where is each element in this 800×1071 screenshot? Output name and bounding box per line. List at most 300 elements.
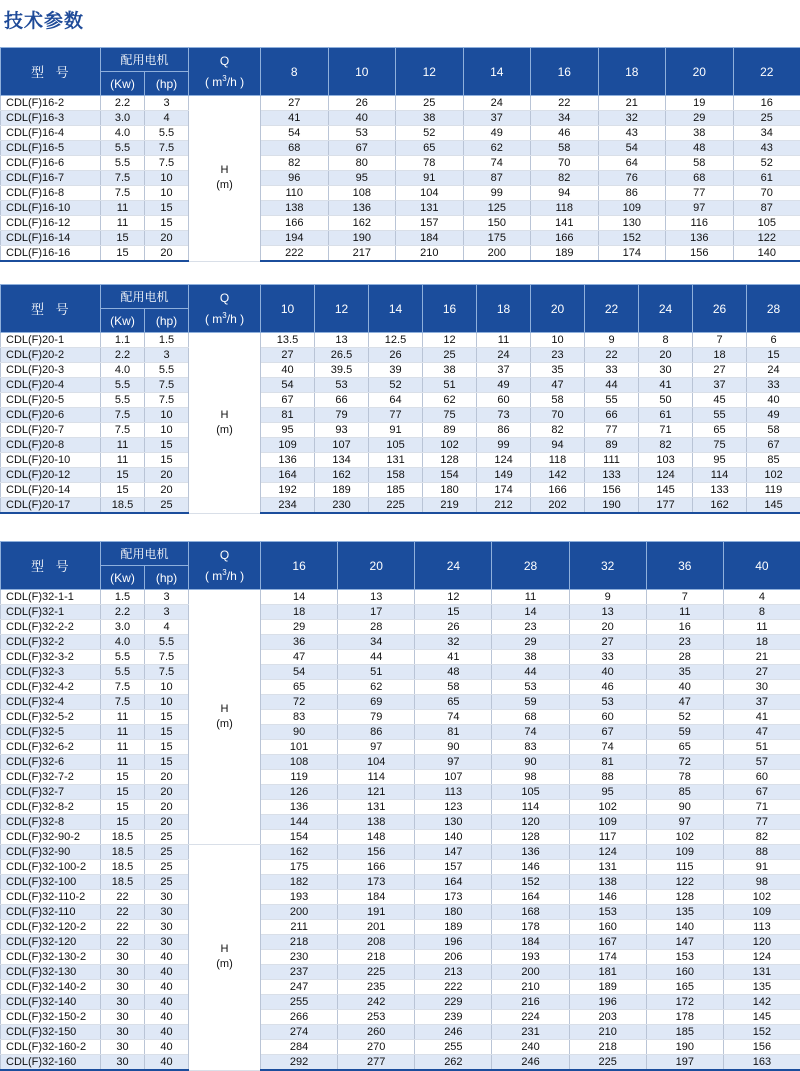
- table-row: [1, 231, 800, 246]
- head-value-cell: 157: [415, 860, 492, 875]
- hp-cell: 40: [145, 965, 189, 980]
- flow-column-header: 36: [646, 542, 723, 590]
- head-value-cell: 38: [423, 363, 477, 378]
- head-value-cell: 166: [261, 216, 329, 231]
- head-value-cell: 65: [693, 423, 747, 438]
- head-value-cell: 130: [598, 216, 666, 231]
- hp-cell: 5.5: [145, 126, 189, 141]
- head-value-cell: 28: [646, 650, 723, 665]
- head-value-cell: 190: [646, 1040, 723, 1055]
- head-value-cell: 27: [261, 348, 315, 363]
- model-cell: CDL(F)20-8: [1, 438, 101, 453]
- head-value-cell: 124: [477, 453, 531, 468]
- hp-cell: 30: [145, 890, 189, 905]
- head-value-cell: 25: [733, 111, 800, 126]
- head-value-cell: 67: [747, 438, 800, 453]
- head-value-cell: 180: [415, 905, 492, 920]
- head-value-cell: 33: [569, 650, 646, 665]
- page-title: 技术参数: [4, 6, 84, 33]
- hp-cell: 25: [145, 860, 189, 875]
- head-value-cell: 40: [747, 393, 800, 408]
- model-cell: CDL(F)32-2: [1, 635, 101, 650]
- head-value-cell: 181: [569, 965, 646, 980]
- head-value-cell: 23: [492, 620, 569, 635]
- table-row: [1, 201, 800, 216]
- head-value-cell: 154: [261, 830, 338, 845]
- head-value-cell: 26: [415, 620, 492, 635]
- head-value-cell: 145: [723, 1010, 800, 1025]
- head-value-cell: 81: [261, 408, 315, 423]
- head-value-cell: 253: [338, 1010, 415, 1025]
- head-value-cell: 93: [315, 423, 369, 438]
- spec-table-cdl20: [0, 284, 800, 514]
- head-value-cell: 145: [639, 483, 693, 498]
- head-value-cell: 13.5: [261, 333, 315, 348]
- head-value-cell: 136: [328, 201, 396, 216]
- head-value-cell: 67: [261, 393, 315, 408]
- head-value-cell: 152: [598, 231, 666, 246]
- table-row: [1, 363, 800, 378]
- head-value-cell: 83: [492, 740, 569, 755]
- head-value-cell: 193: [492, 950, 569, 965]
- table-row: [1, 453, 800, 468]
- table-row: [1, 246, 800, 262]
- head-value-cell: 102: [423, 438, 477, 453]
- head-value-cell: 14: [261, 590, 338, 605]
- head-value-cell: 196: [415, 935, 492, 950]
- head-value-cell: 156: [723, 1040, 800, 1055]
- hp-cell: 30: [145, 920, 189, 935]
- head-value-cell: 52: [646, 710, 723, 725]
- model-header: 型 号: [1, 542, 101, 590]
- table-row: [1, 498, 800, 514]
- head-value-cell: 72: [646, 755, 723, 770]
- table-row: [1, 785, 800, 800]
- model-cell: CDL(F)32-1-1: [1, 590, 101, 605]
- head-value-cell: 128: [492, 830, 569, 845]
- head-value-cell: 202: [531, 498, 585, 514]
- head-value-cell: 175: [463, 231, 531, 246]
- hp-cell: 10: [145, 171, 189, 186]
- head-value-cell: 61: [639, 408, 693, 423]
- head-value-cell: 131: [396, 201, 464, 216]
- flow-header: [189, 285, 261, 333]
- head-value-cell: 146: [492, 860, 569, 875]
- head-value-cell: 38: [666, 126, 734, 141]
- head-value-cell: 49: [477, 378, 531, 393]
- head-value-cell: 32: [415, 635, 492, 650]
- head-value-cell: 87: [733, 201, 800, 216]
- kw-header: (Kw): [101, 72, 145, 96]
- model-cell: CDL(F)20-12: [1, 468, 101, 483]
- head-value-cell: 210: [492, 980, 569, 995]
- head-value-cell: 60: [569, 710, 646, 725]
- head-value-cell: 74: [463, 156, 531, 171]
- hp-cell: 25: [145, 875, 189, 890]
- head-value-cell: 17: [338, 605, 415, 620]
- head-value-cell: 218: [569, 1040, 646, 1055]
- head-value-cell: 208: [338, 935, 415, 950]
- head-value-cell: 91: [396, 171, 464, 186]
- model-cell: CDL(F)32-140: [1, 995, 101, 1010]
- kw-cell: 5.5: [101, 393, 145, 408]
- head-value-cell: 95: [569, 785, 646, 800]
- head-value-cell: 44: [338, 650, 415, 665]
- model-cell: CDL(F)32-5-2: [1, 710, 101, 725]
- table-row: [1, 875, 800, 890]
- table-row: [1, 770, 800, 785]
- flow-column-header: 8: [261, 48, 329, 96]
- hp-cell: 3: [145, 96, 189, 111]
- head-value-cell: 68: [666, 171, 734, 186]
- head-value-cell: 144: [261, 815, 338, 830]
- head-value-cell: 277: [338, 1055, 415, 1071]
- head-value-cell: 52: [369, 378, 423, 393]
- hp-cell: 1.5: [145, 333, 189, 348]
- model-cell: CDL(F)32-120-2: [1, 920, 101, 935]
- head-value-cell: 102: [747, 468, 800, 483]
- head-value-cell: 120: [492, 815, 569, 830]
- kw-cell: 18.5: [101, 845, 145, 860]
- head-value-cell: 168: [492, 905, 569, 920]
- head-value-cell: 24: [747, 363, 800, 378]
- head-value-cell: 11: [646, 605, 723, 620]
- head-value-cell: 196: [569, 995, 646, 1010]
- hp-cell: 10: [145, 680, 189, 695]
- table-body: [1, 333, 800, 514]
- head-value-cell: 121: [338, 785, 415, 800]
- head-value-cell: 83: [261, 710, 338, 725]
- head-value-cell: 26.5: [315, 348, 369, 363]
- kw-cell: 5.5: [101, 141, 145, 156]
- head-value-cell: 27: [261, 96, 329, 111]
- head-value-cell: 218: [261, 935, 338, 950]
- head-value-cell: 126: [261, 785, 338, 800]
- model-cell: CDL(F)20-2: [1, 348, 101, 363]
- table-row: [1, 393, 800, 408]
- table-row: [1, 1025, 800, 1040]
- head-value-cell: 133: [585, 468, 639, 483]
- flow-unit: ( m: [205, 75, 222, 89]
- head-value-cell: 180: [423, 483, 477, 498]
- head-value-cell: 12.5: [369, 333, 423, 348]
- head-value-cell: 79: [338, 710, 415, 725]
- head-value-cell: 58: [415, 680, 492, 695]
- head-value-cell: 108: [328, 186, 396, 201]
- model-cell: CDL(F)20-1: [1, 333, 101, 348]
- model-cell: CDL(F)32-150: [1, 1025, 101, 1040]
- head-value-cell: 7: [693, 333, 747, 348]
- head-value-cell: 82: [531, 171, 599, 186]
- head-value-cell: 156: [585, 483, 639, 498]
- model-cell: CDL(F)32-8: [1, 815, 101, 830]
- hp-cell: 40: [145, 950, 189, 965]
- hp-cell: 15: [145, 755, 189, 770]
- head-value-cell: 141: [531, 216, 599, 231]
- kw-cell: 15: [101, 483, 145, 498]
- head-value-cell: 41: [639, 378, 693, 393]
- table-row: [1, 408, 800, 423]
- head-value-cell: 61: [733, 171, 800, 186]
- head-value-cell: 225: [569, 1055, 646, 1071]
- table-row: [1, 1010, 800, 1025]
- head-value-cell: 99: [477, 438, 531, 453]
- head-value-cell: 193: [261, 890, 338, 905]
- kw-cell: 4.0: [101, 126, 145, 141]
- head-value-cell: 57: [723, 755, 800, 770]
- flow-column-header: 14: [463, 48, 531, 96]
- head-value-cell: 58: [747, 423, 800, 438]
- head-value-cell: 131: [338, 800, 415, 815]
- head-value-cell: 87: [463, 171, 531, 186]
- table-row: [1, 1055, 800, 1071]
- flow-column-header: 22: [733, 48, 800, 96]
- head-value-cell: 82: [723, 830, 800, 845]
- model-cell: CDL(F)16-4: [1, 126, 101, 141]
- head-value-cell: 156: [666, 246, 734, 262]
- head-value-cell: 29: [492, 635, 569, 650]
- table-header: [1, 48, 800, 96]
- head-value-cell: 194: [261, 231, 329, 246]
- head-value-cell: 16: [733, 96, 800, 111]
- model-cell: CDL(F)32-160-2: [1, 1040, 101, 1055]
- table-row: [1, 111, 800, 126]
- head-value-cell: 16: [646, 620, 723, 635]
- head-value-cell: 41: [261, 111, 329, 126]
- model-cell: CDL(F)32-160: [1, 1055, 101, 1071]
- spec-table-cdl16: [0, 47, 800, 262]
- table-row: [1, 905, 800, 920]
- head-value-cell: 23: [531, 348, 585, 363]
- head-value-cell: 152: [492, 875, 569, 890]
- kw-cell: 15: [101, 468, 145, 483]
- head-value-cell: 136: [492, 845, 569, 860]
- flow-column-header: 20: [338, 542, 415, 590]
- flow-column-header: 16: [261, 542, 338, 590]
- model-cell: CDL(F)32-2-2: [1, 620, 101, 635]
- head-value-cell: 105: [733, 216, 800, 231]
- hp-cell: 4: [145, 620, 189, 635]
- kw-cell: 18.5: [101, 830, 145, 845]
- head-value-cell: 240: [492, 1040, 569, 1055]
- head-value-cell: 96: [261, 171, 329, 186]
- flow-column-header: 40: [723, 542, 800, 590]
- table-header: [1, 285, 800, 333]
- kw-cell: 15: [101, 246, 145, 262]
- table-row: [1, 860, 800, 875]
- head-value-cell: 184: [338, 890, 415, 905]
- head-value-cell: 231: [492, 1025, 569, 1040]
- head-value-cell: 200: [261, 905, 338, 920]
- head-value-cell: 206: [415, 950, 492, 965]
- head-value-cell: 95: [261, 423, 315, 438]
- model-cell: CDL(F)32-100: [1, 875, 101, 890]
- head-value-cell: 162: [328, 216, 396, 231]
- head-value-cell: 225: [338, 965, 415, 980]
- head-value-cell: 77: [666, 186, 734, 201]
- model-cell: CDL(F)32-5: [1, 725, 101, 740]
- kw-cell: 11: [101, 216, 145, 231]
- head-value-cell: 18: [261, 605, 338, 620]
- head-value-cell: 174: [569, 950, 646, 965]
- kw-cell: 5.5: [101, 156, 145, 171]
- kw-cell: 4.0: [101, 635, 145, 650]
- hp-header: (hp): [145, 72, 189, 96]
- kw-cell: 30: [101, 950, 145, 965]
- hp-cell: 20: [145, 483, 189, 498]
- head-value-cell: 138: [569, 875, 646, 890]
- table-row: [1, 216, 800, 231]
- kw-cell: 11: [101, 453, 145, 468]
- head-value-cell: 260: [338, 1025, 415, 1040]
- head-value-cell: 9: [569, 590, 646, 605]
- head-value-cell: 37: [693, 378, 747, 393]
- head-value-cell: 167: [569, 935, 646, 950]
- head-value-cell: 136: [261, 453, 315, 468]
- head-value-cell: 103: [639, 453, 693, 468]
- model-cell: CDL(F)32-150-2: [1, 1010, 101, 1025]
- flow-column-header: 28: [747, 285, 800, 333]
- model-cell: CDL(F)32-4: [1, 695, 101, 710]
- model-cell: CDL(F)20-14: [1, 483, 101, 498]
- head-value-cell: 210: [569, 1025, 646, 1040]
- table-row: [1, 755, 800, 770]
- hp-cell: 15: [145, 201, 189, 216]
- head-value-cell: 74: [415, 710, 492, 725]
- table-row: [1, 635, 800, 650]
- head-value-cell: 118: [531, 453, 585, 468]
- head-label-cell: [189, 96, 261, 262]
- head-value-cell: 218: [338, 950, 415, 965]
- head-value-cell: 30: [723, 680, 800, 695]
- head-value-cell: 105: [492, 785, 569, 800]
- flow-column-header: 28: [492, 542, 569, 590]
- hp-cell: 7.5: [145, 141, 189, 156]
- table-row: [1, 423, 800, 438]
- model-cell: CDL(F)32-7-2: [1, 770, 101, 785]
- kw-cell: 3.0: [101, 111, 145, 126]
- head-value-cell: 142: [531, 468, 585, 483]
- head-value-cell: 64: [369, 393, 423, 408]
- head-value-cell: 62: [463, 141, 531, 156]
- kw-cell: 7.5: [101, 408, 145, 423]
- head-value-cell: 77: [369, 408, 423, 423]
- head-value-cell: 190: [328, 231, 396, 246]
- head-letter: H: [221, 703, 229, 715]
- flow-column-header: 14: [369, 285, 423, 333]
- head-value-cell: 225: [369, 498, 423, 514]
- kw-cell: 15: [101, 785, 145, 800]
- head-value-cell: 153: [569, 905, 646, 920]
- hp-cell: 20: [145, 800, 189, 815]
- kw-cell: 7.5: [101, 695, 145, 710]
- head-value-cell: 242: [338, 995, 415, 1010]
- head-value-cell: 11: [477, 333, 531, 348]
- kw-cell: 2.2: [101, 605, 145, 620]
- head-value-cell: 91: [369, 423, 423, 438]
- head-value-cell: 217: [328, 246, 396, 262]
- head-value-cell: 55: [693, 408, 747, 423]
- head-value-cell: 189: [415, 920, 492, 935]
- model-cell: CDL(F)20-10: [1, 453, 101, 468]
- head-value-cell: 234: [261, 498, 315, 514]
- kw-cell: 1.5: [101, 590, 145, 605]
- head-value-cell: 74: [492, 725, 569, 740]
- head-value-cell: 101: [261, 740, 338, 755]
- head-value-cell: 113: [723, 920, 800, 935]
- kw-cell: 7.5: [101, 423, 145, 438]
- head-value-cell: 53: [492, 680, 569, 695]
- flow-column-header: 16: [423, 285, 477, 333]
- head-value-cell: 37: [723, 695, 800, 710]
- head-value-cell: 40: [261, 363, 315, 378]
- flow-unit: ( m: [205, 569, 222, 583]
- head-value-cell: 107: [315, 438, 369, 453]
- head-value-cell: 162: [261, 845, 338, 860]
- head-value-cell: 185: [369, 483, 423, 498]
- head-value-cell: 133: [693, 483, 747, 498]
- head-value-cell: 109: [261, 438, 315, 453]
- hp-cell: 15: [145, 216, 189, 231]
- head-value-cell: 25: [423, 348, 477, 363]
- head-unit: (m): [216, 424, 233, 436]
- head-value-cell: 35: [531, 363, 585, 378]
- head-value-cell: 67: [328, 141, 396, 156]
- hp-cell: 7.5: [145, 156, 189, 171]
- head-value-cell: 70: [531, 156, 599, 171]
- head-value-cell: 117: [569, 830, 646, 845]
- kw-cell: 7.5: [101, 171, 145, 186]
- head-value-cell: 145: [747, 498, 800, 514]
- model-cell: CDL(F)16-5: [1, 141, 101, 156]
- head-value-cell: 182: [261, 875, 338, 890]
- kw-cell: 30: [101, 1040, 145, 1055]
- head-value-cell: 36: [261, 635, 338, 650]
- hp-cell: 20: [145, 770, 189, 785]
- head-value-cell: 114: [338, 770, 415, 785]
- hp-cell: 3: [145, 348, 189, 363]
- hp-cell: 5.5: [145, 635, 189, 650]
- head-value-cell: 184: [492, 935, 569, 950]
- head-value-cell: 37: [477, 363, 531, 378]
- hp-cell: 40: [145, 980, 189, 995]
- head-value-cell: 67: [569, 725, 646, 740]
- table-row: [1, 1040, 800, 1055]
- head-value-cell: 229: [415, 995, 492, 1010]
- table-row: [1, 740, 800, 755]
- head-value-cell: 19: [666, 96, 734, 111]
- kw-cell: 18.5: [101, 860, 145, 875]
- head-value-cell: 124: [569, 845, 646, 860]
- flow-unit-exp: 3: [222, 311, 226, 320]
- head-value-cell: 165: [646, 980, 723, 995]
- kw-header: (Kw): [101, 309, 145, 333]
- flow-column-header: 18: [477, 285, 531, 333]
- head-value-cell: 12: [415, 590, 492, 605]
- head-value-cell: 54: [261, 126, 329, 141]
- kw-header: (Kw): [101, 566, 145, 590]
- flow-column-header: 26: [693, 285, 747, 333]
- hp-cell: 10: [145, 408, 189, 423]
- head-value-cell: 109: [723, 905, 800, 920]
- head-value-cell: 82: [639, 438, 693, 453]
- head-value-cell: 266: [261, 1010, 338, 1025]
- hp-cell: 20: [145, 231, 189, 246]
- head-value-cell: 13: [338, 590, 415, 605]
- head-value-cell: 140: [733, 246, 800, 262]
- head-value-cell: 9: [585, 333, 639, 348]
- head-value-cell: 29: [261, 620, 338, 635]
